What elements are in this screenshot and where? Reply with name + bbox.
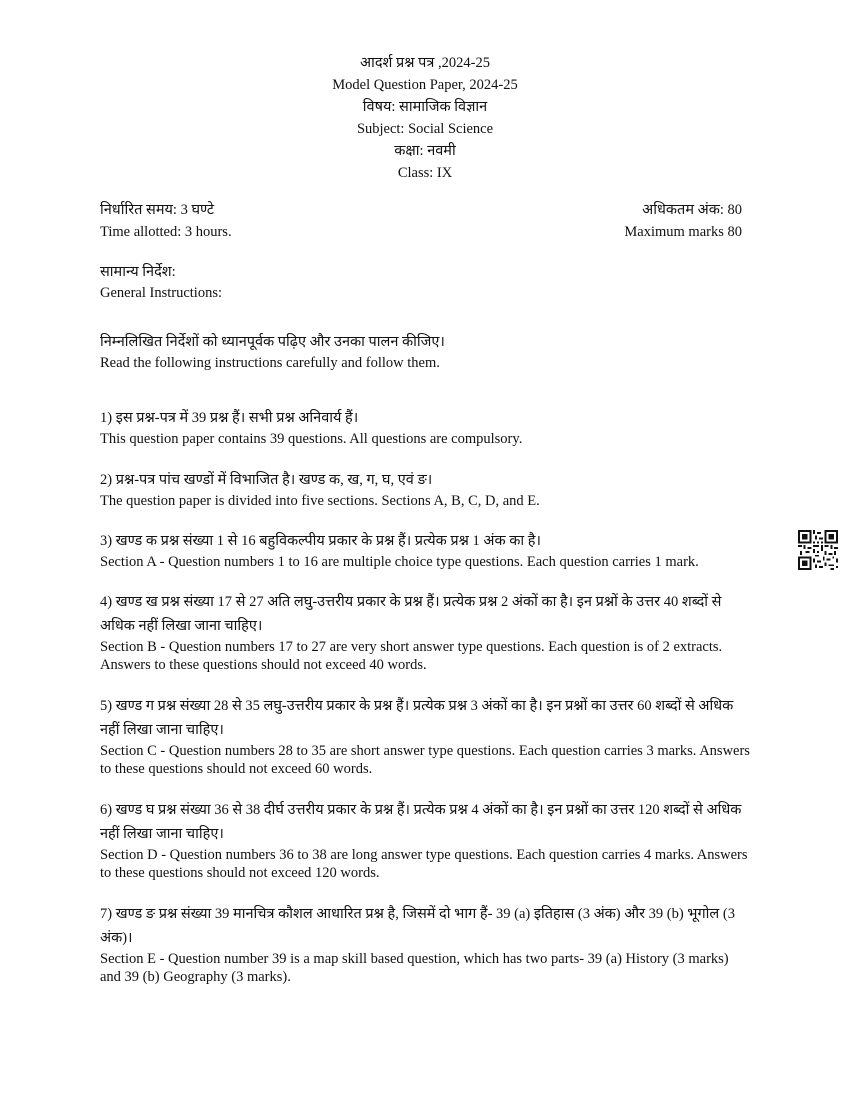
instruction-english: Section D - Question numbers 36 to 38 are long answer type questions. Each question carries 4 marks. Answers to these questions should not exceed 120 words. [100,847,748,881]
instruction-english: This question paper contains 39 questions. All questions are compulsory. [100,431,523,447]
class-hindi: कक्षा: नवमी [394,143,456,159]
instruction-hindi: 7) खण्ड ङ प्रश्न संख्या 39 मानचित्र कौशल आधारित प्रश्न है, जिसमें दो भाग हैं- 39 (a) इतिहास (3 अंक) और 39 (b) भूगोल (3 अंक)। [100,906,735,946]
maximum-marks-hindi: अधिकतम अंक: 80 [642,202,742,218]
paper-header [0,52,850,184]
meta-row-hindi [100,199,742,221]
instruction-item [100,529,750,571]
general-heading-hindi: सामान्य निर्देश: [100,264,176,280]
subject-hindi: विषय: सामाजिक विज्ञान [362,99,488,115]
instruction-hindi: 1) इस प्रश्न-पत्र में 39 प्रश्न हैं। सभी प्रश्न अनिवार्य हैं। [100,410,359,426]
title-hindi: आदर्श प्रश्न पत्र ,2024-25 [360,55,490,71]
instruction-item [100,798,750,882]
instruction-hindi: 3) खण्ड क प्रश्न संख्या 1 से 16 बहुविकल्पीय प्रकार के प्रश्न हैं। प्रत्येक प्रश्न 1 अंक का है। [100,533,541,549]
instruction-english: Section E - Question number 39 is a map skill based question, which has two parts- 39 (a) History (3 marks) and 39 (b) Geography (3 marks). [100,951,729,985]
subject-english: Subject: Social Science [356,121,494,137]
class-english: Class: IX [397,165,453,181]
intro-english: Read the following instructions carefully and follow them. [100,355,440,371]
instruction-english: Section B - Question numbers 17 to 27 are very short answer type questions. Each question is of 2 extracts. Answers to these questions should not exceed 40 words. [100,639,723,673]
instruction-item [100,468,750,510]
instruction-hindi: 4) खण्ड ख प्रश्न संख्या 17 से 27 अति लघु-उत्तरीय प्रकार के प्रश्न हैं। प्रत्येक प्रश्न 2 अंकों का है। इन प्रश्नों के उत्तर 40 शब्दों से अधिक नहीं लिखा जाना चाहिए। [100,594,722,634]
time-allotted-hindi: निर्धारित समय: 3 घण्टे [100,202,215,218]
general-instructions-heading [100,260,750,302]
meta-row-english [100,221,742,243]
instruction-hindi: 6) खण्ड घ प्रश्न संख्या 36 से 38 दीर्घ उत्तरीय प्रकार के प्रश्न हैं। प्रत्येक प्रश्न 4 अंकों का है। इन प्रश्नों का उत्तर 120 शब्दों से अधिक नहीं लिखा जाना चाहिए। [100,802,742,842]
instruction-english: Section A - Question numbers 1 to 16 are multiple choice type questions. Each question carries 1 mark. [100,554,699,570]
general-heading-english: General Instructions: [100,285,223,301]
instruction-hindi: 5) खण्ड ग प्रश्न संख्या 28 से 35 लघु-उत्तरीय प्रकार के प्रश्न हैं। प्रत्येक प्रश्न 3 अंकों का है। इन प्रश्नों का उत्तर 60 शब्दों से अधिक नहीं लिखा जाना चाहिए। [100,698,734,738]
time-allotted-english: Time allotted: 3 hours. [100,224,232,240]
general-intro [100,330,750,372]
instruction-item [100,590,750,674]
instruction-hindi: 2) प्रश्न-पत्र पांच खण्डों में विभाजित है। खण्ड क, ख, ग, घ, एवं ङ। [100,472,433,488]
intro-hindi: निम्नलिखित निर्देशों को ध्यानपूर्वक पढ़िए और उनका पालन कीजिए। [100,334,445,350]
instruction-english: Section C - Question numbers 28 to 35 are short answer type questions. Each question carries 3 marks. Answers to these questions should not exceed 60 words. [100,743,750,777]
instruction-item [100,902,750,986]
instruction-item [100,694,750,778]
instruction-item [100,406,750,448]
qr-code-icon [798,530,838,570]
instruction-english: The question paper is divided into five sections. Sections A, B, C, D, and E. [100,493,540,509]
maximum-marks-english: Maximum marks 80 [624,224,742,240]
title-english: Model Question Paper, 2024-25 [332,77,518,93]
